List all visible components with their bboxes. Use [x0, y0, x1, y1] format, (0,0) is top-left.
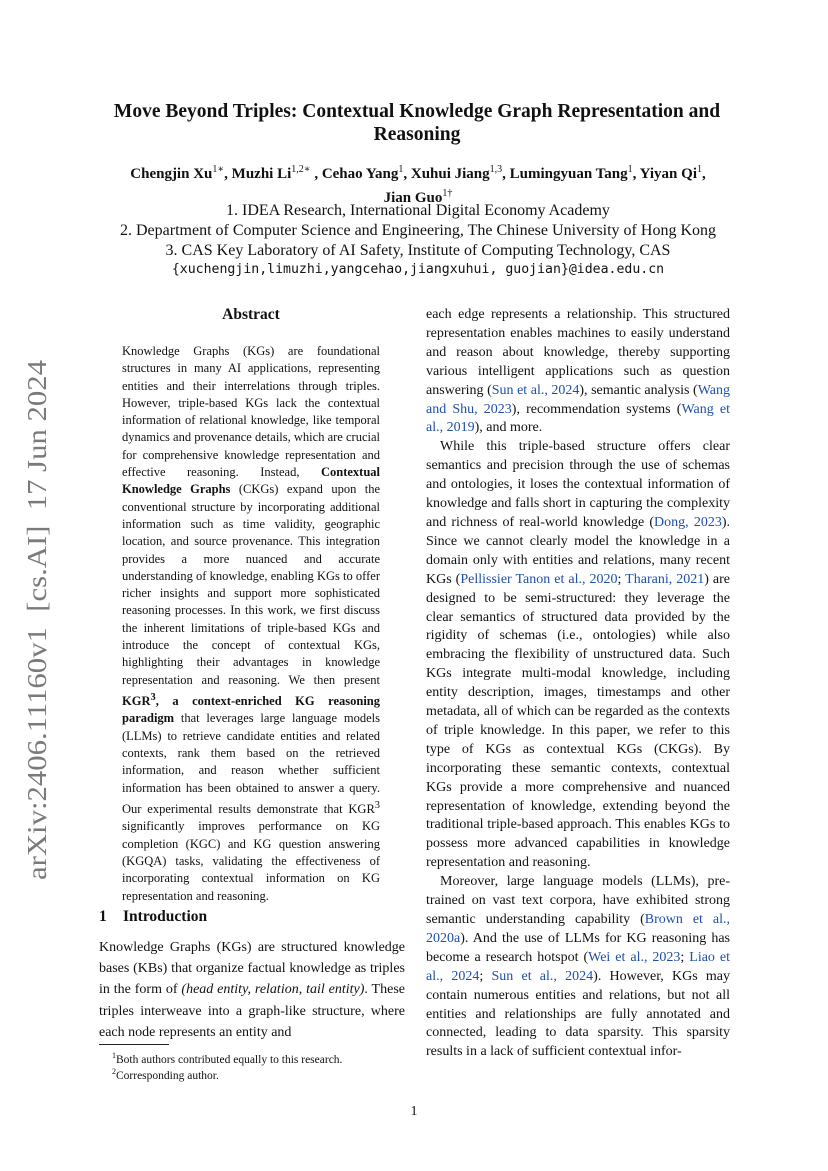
abstract-heading: Abstract: [222, 306, 280, 323]
citation-link[interactable]: Wang et al., 2019: [426, 401, 730, 436]
author-mark: 1,3: [489, 164, 503, 175]
section-title: Introduction: [123, 908, 208, 925]
affiliation: 1. IDEA Research, International Digital Economy Academy: [226, 202, 610, 219]
abstract-body: Knowledge Graphs (KGs) are foundational structures in many AI applications, representing entities and their interrelations through triples. However, triple-based KGs lack the contextual information of relational knowledge, like temporal dynamics and provenance details, which are crucial for comprehensive knowledge representation and effective reasoning. Instead, Contextual Knowledge Graphs (CKGs) expand upon the conventional structure by incorporating additional information such as time validity, geographic location, and source provenance. This integration provides a more nuanced and accurate understanding of knowledge, enabling KGs to offer richer insights and support more sophisticated reasoning processes. In this work, we first discuss the inherent limitations of triple-based KGs and introduce the concept of contextual KGs, highlighting their advantages in knowledge representation and reasoning. We then present KGR$^3$, a context-enriched KG reasoning paradigm that leverages large language models (LLMs) to retrieve candidate entities and related contexts, rank them based on the retrieved information, and reason whether sufficient information has been obtained to answer a query. Our experimental results demonstrate that KGR$^3$ significantly improves performance on KG completion (KGC) and KG question answering (KGQA) tasks, validating the effectiveness of incorporating contextual information on KG representation and reasoning.: [122, 344, 380, 903]
bold-term: Contextual Knowledge Graphs: [122, 465, 380, 497]
paragraph: Moreover, large language models (LLMs), pre-trained on vast text corpora, have exhibited strong semantic understanding capability (Brown et al., 2020a). And the use of LLMs for KG reasoning has become a research hotspot (Wei et al., 2023; Liao et al., 2024; Sun et al., 2024). However, KGs may contain numerous entities and relations, but not all entities and relationships are fully annotated and connected, leading to data sparsity. This sparsity results in a lack of sufficient contextual infor-: [426, 874, 731, 1060]
paragraph: While this triple-based structure offers clear semantics and precision through the use of schemas and ontologies, it loses the contextual information of knowledge and falls short in capturing the complexity and richness of real-world knowledge (Dong, 2023). Since we cannot clearly model the knowledge in a domain only with entities and relations, many recent KGs (Pellissier Tanon et al., 2020; Tharani, 2021) are designed to be semi-structured: they leverage the clear semantics of structured data provided by the rigidity of schemas (i.e., ontologies) while also embracing the flexibility of unstructured data. Such KGs integrate multi-modal knowledge, including entity description, images, timestamps and other metadata, all of which can be regarded as the contexts of triple knowledge. In this paper, we refer to this type of KGs as contextual KGs (CKGs). By incorporating these semantic contexts, contextual KGs provide a more comprehensive and nuanced representation of knowledge, extending beyond the traditional triple-based approach. This enables KGs to possess more advanced capabilities in knowledge representation and reasoning.: [426, 439, 731, 871]
triple-form: (head entity, relation, tail entity): [181, 982, 365, 998]
method-name: KGR$^3$, a context-enriched KG reasoning paradigm: [122, 691, 380, 726]
author-name: Muzhi Li: [231, 166, 292, 182]
author-mark: 1,2∗: [291, 164, 311, 175]
author-name: Xuhui Jiang: [410, 166, 490, 182]
citation-link[interactable]: Wang and Shu, 2023: [426, 382, 731, 417]
footnote-rule: [99, 1044, 169, 1045]
citation-link[interactable]: Tharani, 2021: [625, 571, 705, 587]
citation-link[interactable]: Brown et al., 2020a: [426, 912, 730, 946]
author-mark: 1∗: [212, 164, 225, 175]
author-name: Yiyan Qi: [639, 166, 697, 182]
author-list: Chengjin $Xu^{1∗}$, Muzhi $Li^{1,2∗}$ , Cehao Yang$^1$, Xuhui Jiang$^{1,3}$, Lumingyuan Tang$^1$, Yiyan Qi$^1$, Jian Guo$^{1\dagger}$: [130, 164, 706, 206]
paper-title: Move Beyond Triples: Contextual Knowledge Graph Representation and Reasoning: [113, 101, 721, 145]
right-column: [426, 306, 730, 1062]
author-name: Chengjin Xu: [130, 166, 213, 182]
author-mark: 1: [398, 164, 404, 175]
author-mark: 1: [696, 164, 702, 175]
author-name: Cehao Yang: [321, 166, 399, 182]
citation-link[interactable]: Liao et al., 2024: [426, 949, 731, 984]
citation-link[interactable]: Wei et al., 2023: [588, 949, 681, 965]
citation-link[interactable]: Dong, 2023: [654, 514, 722, 530]
footnote: $^2$Corresponding author.: [112, 1067, 219, 1082]
arxiv-identifier: [14, 360, 58, 880]
citation-link[interactable]: Sun et al., 2024: [491, 968, 594, 984]
intro-paragraph: Knowledge Graphs (KGs) are structured knowledge bases (KBs) that organize factual knowledge as triples in the form of (head entity, relation, tail entity). These triples interweave into a graph-like structure, where each node represents an entity and: [99, 940, 405, 1040]
author-name: Lumingyuan Tang: [509, 166, 628, 182]
affiliation: 3. CAS Key Laboratory of AI Safety, Institute of Computing Technology, CAS: [165, 242, 671, 259]
page-number: 1: [410, 1104, 418, 1119]
paragraph: each edge represents a relationship. This structured representation enables machines to easily understand and reason about knowledge, thereby supporting various intelligent applications such as question answering (Sun et al., 2024), semantic analysis (Wang and Shu, 2023), recommendation systems (Wang et al., 2019), and more.: [426, 307, 731, 436]
author-emails: {xuchengjin,limuzhi,yangcehao,jiangxuhui, guojian}@idea.edu.cn: [171, 262, 665, 277]
footnote: $^1$Both authors contributed equally to this research.: [112, 1051, 343, 1066]
author-mark: 1†: [442, 188, 453, 199]
citation-link[interactable]: Pellissier Tanon et al., 2020: [460, 571, 618, 587]
author-mark: 1: [627, 164, 633, 175]
arxiv-identifier-text: arXiv:2406.11160v1 [cs.AI] 17 Jun 2024: [22, 423, 52, 880]
citation-link[interactable]: Sun et al., 2024: [491, 382, 580, 398]
author-name: Jian Guo: [383, 190, 443, 206]
section-heading: [99, 908, 207, 926]
affiliation: 2. Department of Computer Science and Engineering, The Chinese University of Hong Kong: [119, 222, 716, 239]
section-number: 1: [99, 908, 107, 925]
